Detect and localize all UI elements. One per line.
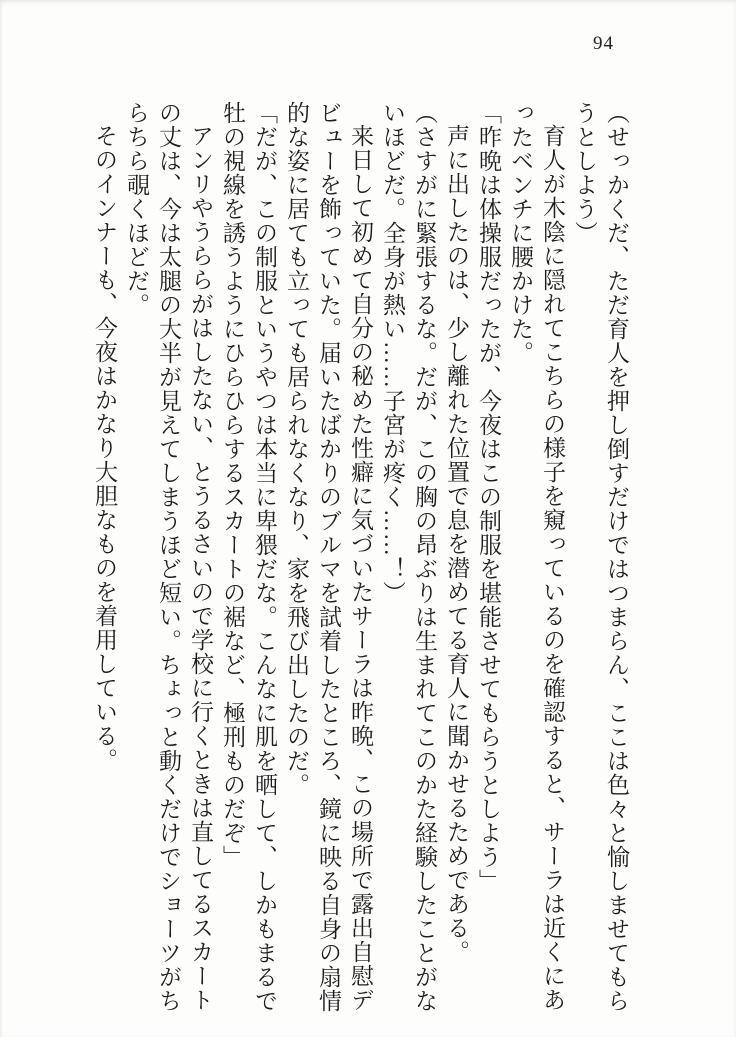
paragraph: アンリやうららがはしたない、とうるさいので学校に行くときは直してるスカートの丈は、今は太腿の大半が見えてしまうほど短い。ちょっと動くだけでショーツがちらちら覗くほどだ。	[124, 101, 213, 1013]
paragraph: 来日して初めて自分の秘めた性癖に気づいたサーラは昨晩、この場所で露出自慰デビューを飾っていた。届いたばかりのブルマを試着したところ、鏡に映る自身の扇情的な姿に居ても立っても居られなくなり、家を飛び出したのだ。	[284, 101, 373, 1013]
paragraph: （せっかくだ、ただ育人を押し倒すだけではつまらん、ここは色々と愉しませてもらうとしよう）	[572, 101, 629, 1013]
paragraph: 育人が木陰に隠れてこちらの様子を窺っているのを確認すると、サーラは近くにあったベンチに腰かけた。	[508, 101, 565, 1012]
text-block	[88, 101, 632, 1017]
paragraph: （さすがに緊張するな。だが、この胸の昂ぶりは生まれてこのかた経験したことがないほどだ。全身が熱い……子宮が疼く……！）	[380, 101, 437, 1013]
paragraph: 「昨晩は体操服だったが、今夜はこの制服を堪能させてもらうとしよう」	[476, 101, 501, 893]
paragraph: そのインナーも、今夜はかなり大胆なものを着用している。	[92, 124, 117, 772]
page-number: 94	[593, 33, 614, 54]
paragraph: 声に出したのは、少し離れた位置で息を潜めてる育人に聞かせるためである。	[444, 124, 469, 964]
paragraph: 「だが、この制服というやつは本当に卑猥だな。こんなに肌を晒して、しかもまるで牡の視線を誘うようにひらひらするスカートの裾など、極刑ものだぞ」	[220, 101, 277, 1013]
